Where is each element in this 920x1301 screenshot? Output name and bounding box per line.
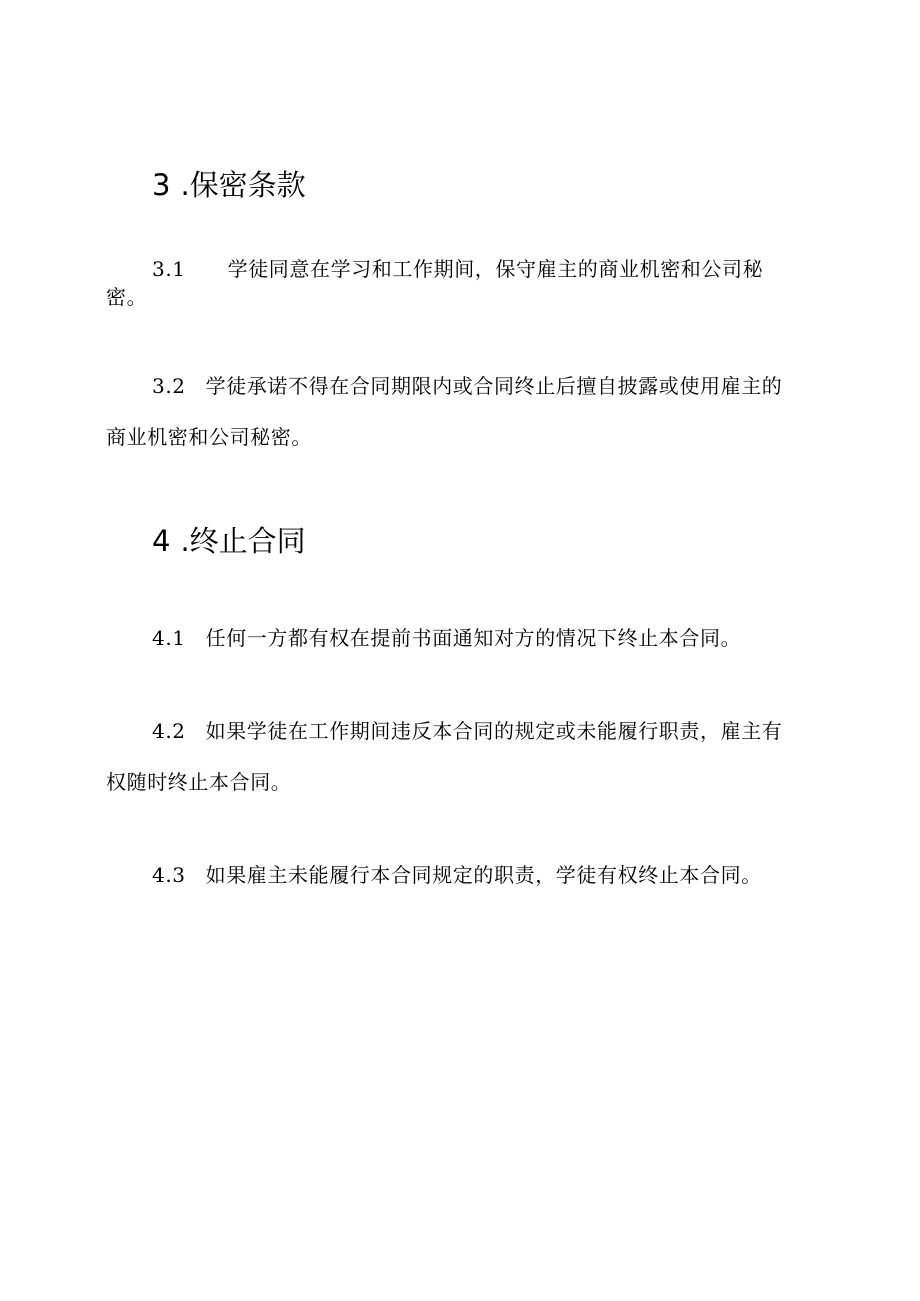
section-4-heading [152, 524, 306, 558]
section-title: .保密条款 [180, 168, 306, 202]
clause-number: 3.1 [152, 257, 186, 281]
clause-text-line2: 权随时终止本合同。 [106, 770, 292, 794]
clause-number: 4.3 [152, 863, 186, 887]
clause-text-line1: 任何一方都有权在提前书面通知对方的情况下终止本合同。 [205, 626, 742, 650]
clause-text-line2: 密。 [106, 285, 148, 309]
clause-number: 3.2 [152, 374, 186, 398]
section-title: .终止合同 [180, 524, 306, 558]
clause-4-3 [106, 861, 806, 889]
clause-number: 4.1 [152, 626, 186, 650]
section-number: 4 [152, 524, 171, 558]
clause-4-2 [106, 717, 806, 796]
clause-3-2 [106, 372, 806, 451]
clause-text-line1: 学徒承诺不得在合同期限内或合同终止后擅自披露或使用雇主的 [205, 374, 783, 398]
clause-number: 4.2 [152, 719, 186, 743]
clause-text-line2: 商业机密和公司秘密。 [106, 425, 312, 449]
clause-4-1 [106, 624, 806, 652]
clause-3-1 [106, 255, 806, 311]
section-number: 3 [152, 168, 171, 202]
clause-text-line1: 如果学徒在工作期间违反本合同的规定或未能履行职责，雇主有 [205, 719, 783, 743]
clause-text-line1: 学徒同意在学习和工作期间，保守雇主的商业机密和公司秘 [227, 257, 764, 281]
section-3-heading [152, 168, 306, 202]
clause-text-line1: 如果雇主未能履行本合同规定的职责，学徒有权终止本合同。 [205, 863, 762, 887]
